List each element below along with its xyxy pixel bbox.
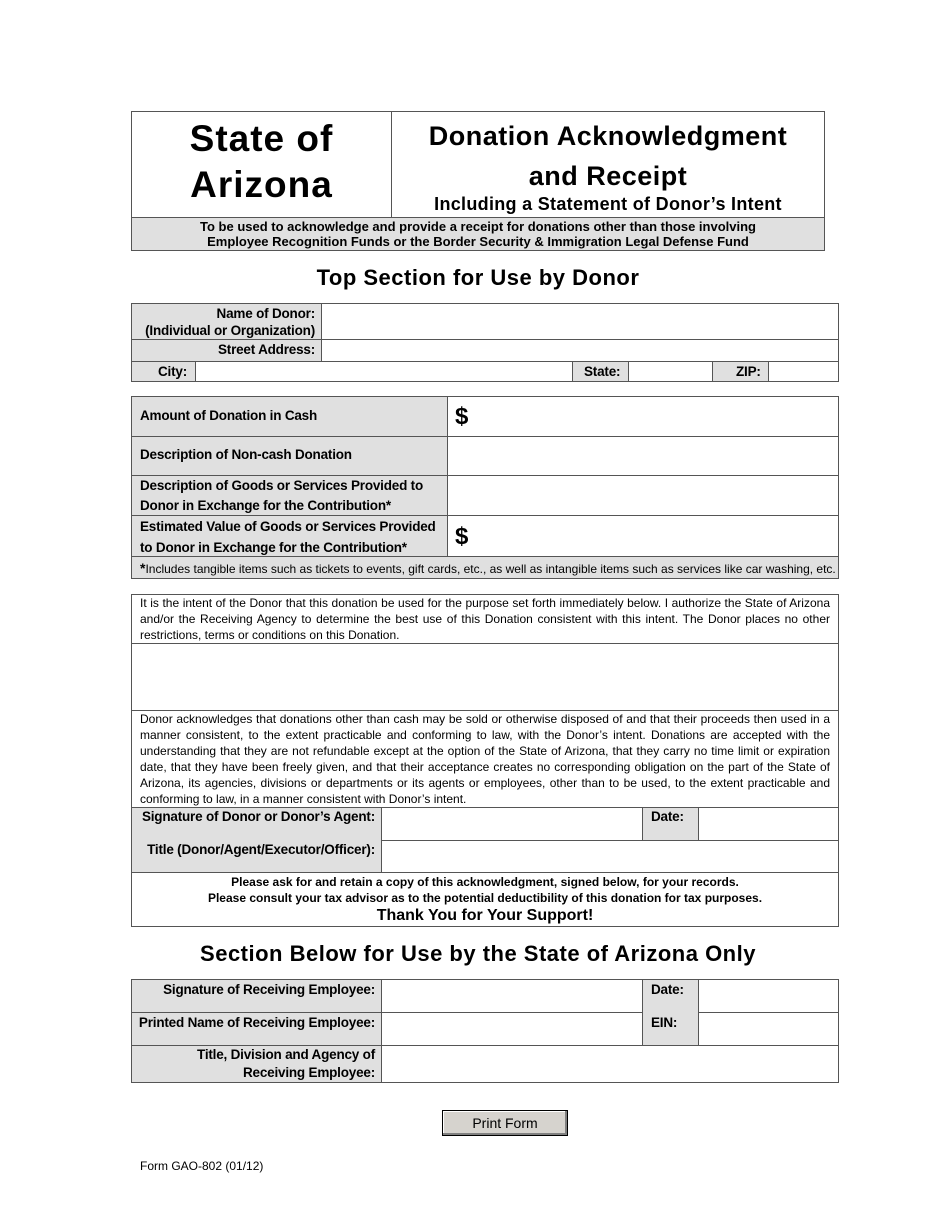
state-field[interactable]	[629, 362, 712, 381]
records-note: Please ask for and retain a copy of this acknowledgment, signed below, for your records.	[231, 875, 739, 889]
printed-name-field[interactable]	[382, 1013, 642, 1045]
street-address-label: Street Address:	[217, 342, 315, 357]
city-label: City:	[158, 364, 187, 379]
name-of-donor-label	[132, 305, 321, 339]
receiving-title-line1: Title, Division and Agency of	[197, 1047, 375, 1062]
street-address-field[interactable]	[322, 340, 838, 361]
receiving-date-field[interactable]	[699, 980, 838, 1012]
zip-field[interactable]	[769, 362, 838, 381]
tax-note: Please consult your tax advisor as to the potential deductibility of this donation for tax purposes.	[207, 891, 763, 905]
cash-amount-label: Amount of Donation in Cash	[140, 408, 318, 423]
cash-amount-field[interactable]	[478, 397, 838, 436]
form-title	[392, 116, 824, 196]
usage-note	[132, 219, 824, 249]
signature-row-bottom	[131, 872, 839, 873]
state-label: State:	[584, 364, 621, 379]
footnote-text: Includes tangible items such as tickets to events, gift cards, etc., as well as intangible items such as services like car washing, etc.	[145, 562, 836, 576]
records-note-block	[132, 874, 838, 926]
footnote	[140, 559, 836, 578]
receiving-title-line2: Receiving Employee:	[243, 1065, 375, 1080]
form-subtitle: Including a Statement of Donor’s Intent	[434, 194, 782, 214]
estimated-value-field[interactable]	[478, 516, 838, 556]
donor-signature-field[interactable]	[382, 808, 642, 840]
zip-label: ZIP:	[736, 364, 761, 379]
name-label-line1: Name of Donor:	[216, 306, 315, 321]
usage-note-line1: To be used to acknowledge and provide a receipt for donations other than those involving	[200, 219, 756, 234]
goods-description-field[interactable]	[448, 476, 838, 515]
donor-date-label: Date:	[651, 809, 684, 824]
noncash-description-field[interactable]	[448, 437, 838, 475]
name-label-line2: (Individual or Organization)	[145, 323, 315, 338]
value-label-line1: Estimated Value of Goods or Services Provided	[140, 519, 436, 534]
donor-date-field[interactable]	[699, 808, 838, 840]
form-number: Form GAO-802 (01/12)	[140, 1159, 264, 1173]
cash-dollar-sign: $	[455, 403, 469, 430]
thank-you: Thank You for Your Support!	[376, 907, 594, 924]
print-form-button[interactable]	[442, 1110, 568, 1136]
intent-statement: It is the intent of the Donor that this donation be used for the purpose set forth immediately below. I authorize the State of Arizona and/or the Receiving Agency to determine the best use of this Donation consistent with this intent. The Donor places no other restrictions, terms or conditions on this Donation.	[140, 596, 830, 642]
form-title-line1: Donation Acknowledgment	[428, 121, 788, 151]
ein-field[interactable]	[699, 1013, 838, 1045]
donor-acknowledgment-text: Donor acknowledges that donations other than cash may be sold or otherwise disposed of and that their proceeds then used in a manner consistent, to the extent practicable and conforming to law, with the Donor’s intent. Donations are accepted with the understanding that they are not refundable except at the option of the State of Arizona, that they carry no time limit or expiration date, that they have been freely given, and that their acceptance creates no corresponding obligation on the part of the State of Arizona, its agencies, divisions or departments or its agents or employees, other than to be used, to the extent practicable and conforming to law, in a manner consistent with Donor’s intent.	[140, 712, 830, 806]
print-form-label: Print Form	[472, 1115, 538, 1131]
goods-label-line1: Description of Goods or Services Provided to	[140, 478, 424, 493]
donor-title-field[interactable]	[382, 841, 838, 872]
usage-note-line2: Employee Recognition Funds or the Border Security & Immigration Legal Defense Fund	[207, 234, 749, 249]
receiving-signature-field[interactable]	[382, 980, 642, 1012]
estimated-value-label	[140, 516, 436, 558]
city-field[interactable]	[196, 362, 572, 381]
goods-label-line2: Donor in Exchange for the Contribution*	[140, 498, 391, 513]
name-of-donor-field[interactable]	[322, 304, 838, 339]
receiving-title-field[interactable]	[382, 1046, 838, 1082]
donor-section-heading: Top Section for Use by Donor	[316, 265, 640, 290]
receiving-title-label	[132, 1046, 381, 1082]
donor-title-label: Title (Donor/Agent/Executor/Officer):	[147, 842, 375, 857]
goods-description-label	[140, 476, 423, 516]
donor-signature-label: Signature of Donor or Donor’s Agent:	[141, 809, 375, 824]
state-title: State of Arizona	[189, 118, 334, 205]
receiving-date-label: Date:	[651, 982, 684, 997]
ein-label: EIN:	[651, 1015, 678, 1030]
receiving-signature-label: Signature of Receiving Employee:	[163, 982, 375, 997]
printed-name-label: Printed Name of Receiving Employee:	[138, 1015, 375, 1030]
noncash-description-label: Description of Non-cash Donation	[140, 447, 352, 462]
footnote-mark: *	[140, 560, 146, 576]
value-label-line2: to Donor in Exchange for the Contribution*	[140, 540, 407, 555]
value-dollar-sign: $	[455, 523, 469, 550]
intended-purpose-field[interactable]	[132, 644, 838, 710]
state-section-heading: Section Below for Use by the State of Arizona Only	[200, 941, 756, 966]
form-title-line2: and Receipt	[528, 161, 688, 191]
